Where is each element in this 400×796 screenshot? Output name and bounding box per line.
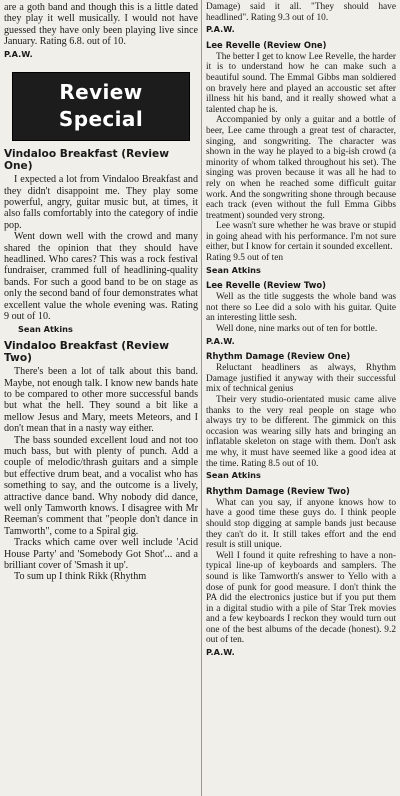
rhythm-review-two-heading: Rhythm Damage (Review Two) (206, 485, 350, 496)
rhythm-review-one-heading: Rhythm Damage (Review One) (206, 351, 351, 362)
rhythm-one-signature: Sean Atkins (206, 470, 261, 481)
left-column (4, 2, 198, 583)
vindaloo-two-paragraph-3: Tracks which came over well include 'Acid House Party' and 'Somebody Got Shot'... and a brilliant cover of 'Smash it up'. (4, 537, 198, 571)
banner-line-2: Special (58, 107, 144, 132)
banner-line-1: Review (59, 80, 143, 105)
intro-signature: P.A.W. (4, 48, 33, 59)
vindaloo-review-one-heading: Vindaloo Breakfast (Review One) (4, 148, 169, 172)
vindaloo-one-paragraph-2: Went down well with the crowd and many shared the opinion that they should have headlined. Who cares? This was a rock festival fundraiser, crammed full of headlining-quality bands. For such a good band to be on stage as only the second band of four demonstrates what excellent value the whole evening was. Rating 9 out of 10. (4, 231, 198, 323)
vindaloo-two-paragraph-4: To sum up I think Rikk (Rhythm (14, 571, 147, 583)
vindaloo-review-two (4, 341, 198, 583)
rhythm-two-paragraph-2: Well I found it quite refreshing to have a non-typical line-up of keyboards and samplers. The sound is like Tamworth's answer to Yello with a dose of punk for good measure. I don't think the PA did the electronics justice but if you put them in a digital studio with a pile of Star Trek movies and a few keyboards I reckon they would turn out one of the best albums of the decade (honest). 9.2 out of ten. (206, 550, 396, 646)
lee-review-one-heading: Lee Revelle (Review One) (206, 39, 327, 50)
lee-one-paragraph-2: Accompanied by only a guitar and a bottle of beer, Lee came through a great test of character, singing, and songwriting. The character was shown in the way he played to a big-ish crowd (a minority of whom talked throughout his set). The singing was proven because it was all he had to rely on when he reached some difficult guitar work. And the songwriting shone through because each track (even without the full Emma Gibbs treatment) sounded very strong. (206, 115, 396, 221)
vindaloo-review-two-heading: Vindaloo Breakfast (Review Two) (4, 339, 169, 364)
lee-one-signature: Sean Atkins (206, 264, 261, 275)
intro-paragraph: are a goth band and though this is a little dated they play it well musically. I would not have guessed they have only been playing live since January. Rating 6.8. out of 10. (4, 2, 198, 48)
right-column (206, 2, 396, 661)
vindaloo-one-signature: Sean Atkins (18, 323, 73, 334)
lee-review-two-heading: Lee Revelle (Review Two) (206, 280, 326, 291)
rhythm-two-paragraph-1: What can you say, if anyone knows how to have a good time these guys do. I think people should stop digging at sample bands just because they can't do it. It still takes effort and the end result is still unique. (206, 497, 396, 551)
vindaloo-review-one (4, 149, 198, 335)
lee-two-signature: P.A.W. (206, 335, 235, 346)
lee-one-paragraph-3: Lee wasn't sure whether he was brave or stupid in going ahead with his performance. I'm not sure either, but I know for certain it sounded excellent. (206, 221, 396, 253)
lee-one-rating: Rating 9.5 out of ten (206, 253, 284, 264)
vindaloo-one-paragraph-1: I expected a lot from Vindaloo Breakfast and they didn't disappoint me. They play some powerful, angry, guitar music but, at times, it also falls comfortably into the category of indie pop. (4, 174, 198, 231)
left-body (4, 2, 198, 60)
vindaloo-two-paragraph-2: The bass sounded excellent loud and not too much bass, but with plenty of punch. Add a couple of melodic/thrash guitars and a simple but effective drum beat, and a vocalist who has something to say, and the outcome is a lively, attractive dance band. Why nobody did dance, well only Tamworth knows. I disagree with Mr Reeman's comment that "people don't dance in Tamworth", come to a Spiral gig. (4, 434, 198, 537)
lee-two-paragraph-2: Well done, nine marks out of ten for bottle. (216, 324, 378, 335)
continued-signature: P.A.W. (206, 24, 235, 35)
lee-two-paragraph-1: Well as the title suggests the whole band was not there so Lee did a solo with his guitar. Quite an interesting little sesh. (206, 292, 396, 324)
column-divider (201, 0, 202, 796)
rhythm-one-paragraph-1: Reluctant headliners as always, Rhythm Damage justified it anyway with their successful mix of technical genius (206, 363, 396, 395)
rhythm-two-signature: P.A.W. (206, 647, 235, 658)
vindaloo-two-paragraph-1: There's been a lot of talk about this band. Maybe, not enough talk. I know new bands hate to be compared to other more successful bands but what the hell. They sound a bit like a mellow Jesus and Mary, meets Meteors, and I don't mean that in a nasty way either. (4, 366, 198, 435)
lee-one-paragraph-1: The better I get to know Lee Revelle, the harder it is to understand how he can make such a beautiful sound. The Emmal Gibbs man soldiered on bravely here and played an accoustic set after illness hit his band, and it really showed what a talented chap he is. (206, 51, 396, 115)
continued-paragraph: Damage) said it all. "They should have headlined". Rating 9.3 out of 10. (206, 2, 396, 23)
review-special-banner (12, 72, 190, 141)
rhythm-one-paragraph-2: Their very studio-orientated music came alive thanks to the very real people on stage who always try to be different. The gimmick on this occasion was wearing silly hats and bringing an inflatable skeleton on stage with them. Don't ask me why, it must have seemed like a good idea at the time. Rating 8.5 out of 10. (206, 395, 396, 469)
